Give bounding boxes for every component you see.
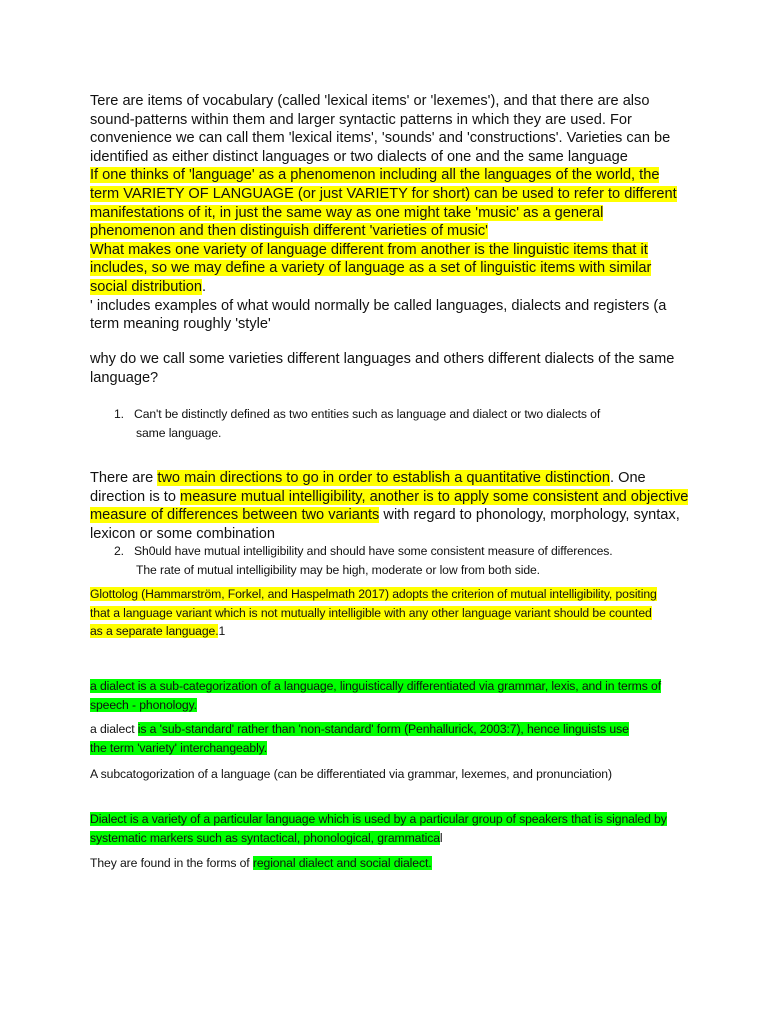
paragraph-varieties [90,92,690,334]
text-run: l [439,830,443,845]
list-item-2-line-1: 2. Sh0uld have mutual intelligibility and should have some consistent measure of differences. [90,542,690,561]
paragraph-question [90,350,690,387]
text-run: why do we call some varieties different languages and others different dialects of the same language? [90,351,675,386]
list-item-1 [90,405,690,442]
highlighted-text: measure mutual intelligibility, another is to apply some consistent and objective measure of differences between two variants [90,488,689,524]
paragraph-directions [90,469,690,543]
text-run: with regard to phonology, morphology, syntax, lexicon or some combination [90,507,680,542]
text-run: . [201,278,207,295]
highlighted-text: is a 'sub-standard' rather than 'non-standard' form (Penhallurick, 2003:7), hence linguists use the term 'variety' interchangeably. [90,722,629,755]
paragraph-subcategorization [90,765,630,784]
paragraph-glottolog [90,585,660,641]
list-item-2-number: 2. [114,544,124,558]
highlighted-text: two main directions to go in order to establish a quantitative distinction [157,470,610,486]
list-item-2 [90,542,690,579]
highlighted-text: Dialect is a variety of a particular language which is used by a particular group of speakers that is signaled by systematic markers such as syntactical, phonological, grammatica [90,812,667,845]
highlighted-text: regional dialect and social dialect. [252,856,432,870]
highlighted-text: a dialect is a sub-categorization of a language, linguistically differentiated via grammar, lexis, and in terms of speech - phonology. [90,679,661,712]
text-run: 1 [218,624,226,639]
list-item-1-line-2: same language. [136,425,222,440]
paragraph-dialect-definition [90,677,690,714]
highlighted-text: If one thinks of 'language' as a phenomenon including all the languages of the world, the term VARIETY OF LANGUAGE (or just VARIETY for short) can be used to refer to different manifestations of it, in just the same way as one might take 'music' as a general phenomenon and then distinguish different 'varieties of music' [90,167,677,240]
text-run: a dialect [90,722,138,736]
paragraph-substandard [90,720,640,757]
list-item-1-line-1: 1. Can't be distinctly defined as two entities such as language and dialect or two dialects of [90,405,690,424]
text-run: A subcatogorization of a language (can be differentiated via grammar, lexemes, and pronunciation) [90,767,612,781]
text-run: There are [90,470,158,486]
highlighted-text: Glottolog (Hammarström, Forkel, and Haspelmath 2017) adopts the criterion of mutual intelligibility, positing that a language variant which is not mutually intelligible with any other language variant should be counted as a separate language. [90,587,657,639]
text-run: ' includes examples of what would normally be called languages, dialects and registers (a term meaning roughly 'style' [90,297,667,333]
paragraph-dialect-variety [90,810,680,847]
paragraph-forms [90,854,690,873]
highlighted-text: What makes one variety of language different from another is the linguistic items that it includes, so we may define a variety of language as a set of linguistic items with similar social distribution [90,241,652,295]
list-item-1-number: 1. [114,407,124,421]
text-run: . One direction is to [90,470,646,505]
text-run: Tere are items of vocabulary (called 'lexical items' or 'lexemes'), and that there are also sound-patterns within them and larger syntactic patterns in which they are used. For convenience we can call them 'lexical items', 'sounds' and 'constructions'. Varieties can be identified as either distinct languages or two dialects of one and the same language [90,93,671,165]
text-run: They are found in the forms of [90,856,253,870]
list-item-2-line-2: The rate of mutual intelligibility may be high, moderate or low from both side. [136,562,540,577]
